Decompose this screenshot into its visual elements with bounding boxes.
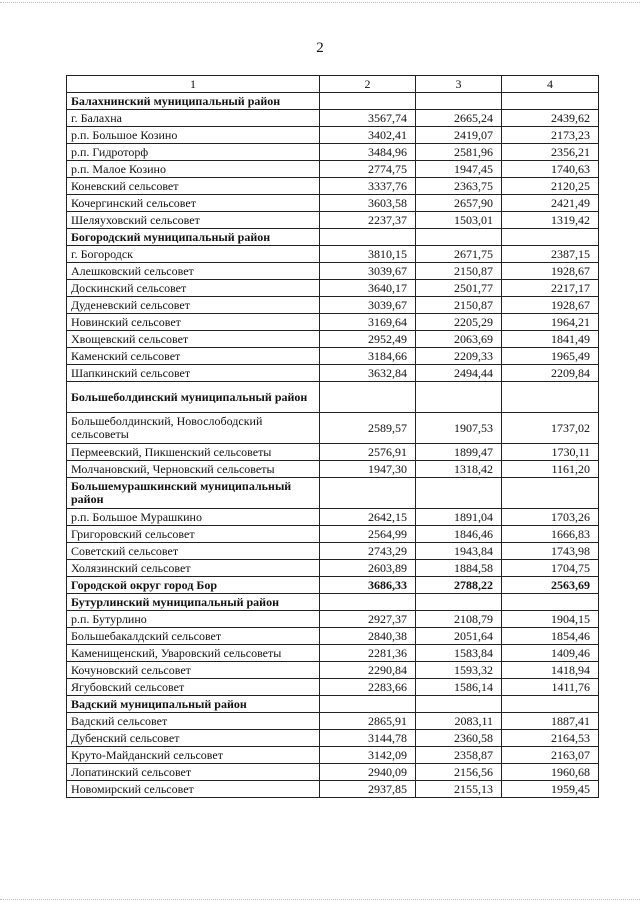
row-value-col3: 2360,58	[416, 730, 502, 747]
row-name: Пермеевский, Пикшенский сельсоветы	[67, 444, 320, 461]
row-name: Шеляуховский сельсовет	[67, 212, 320, 229]
row-name: Кочергинский сельсовет	[67, 195, 320, 212]
table-row	[67, 526, 599, 543]
row-value-col3: 2581,96	[416, 144, 502, 161]
row-name: Большеболдинский, Новослободский сельсоветы	[67, 413, 320, 444]
row-value-col4	[502, 93, 599, 110]
row-value-col3: 2665,24	[416, 110, 502, 127]
row-value-col4: 1161,20	[502, 461, 599, 478]
row-value-col3	[416, 696, 502, 713]
row-value-col2: 3337,76	[320, 178, 416, 195]
row-name: Новинский сельсовет	[67, 314, 320, 331]
row-value-col3: 2671,75	[416, 246, 502, 263]
row-value-col4	[502, 696, 599, 713]
row-value-col3: 1583,84	[416, 645, 502, 662]
row-value-col3: 2788,22	[416, 577, 502, 594]
table-row	[67, 747, 599, 764]
row-value-col2	[320, 696, 416, 713]
row-value-col4: 1737,02	[502, 413, 599, 444]
table-group-row	[67, 594, 599, 611]
row-value-col4: 2356,21	[502, 144, 599, 161]
table-row	[67, 461, 599, 478]
row-value-col2: 3567,74	[320, 110, 416, 127]
row-value-col2: 2281,36	[320, 645, 416, 662]
table-row	[67, 645, 599, 662]
row-name: р.п. Большое Козино	[67, 127, 320, 144]
row-value-col3: 2363,75	[416, 178, 502, 195]
row-value-col2: 2940,09	[320, 764, 416, 781]
row-value-col4: 1666,83	[502, 526, 599, 543]
row-value-col2: 3144,78	[320, 730, 416, 747]
row-name: р.п. Малое Козино	[67, 161, 320, 178]
row-value-col2: 3039,67	[320, 297, 416, 314]
table-group-row	[67, 382, 599, 413]
row-name: Лопатинский сельсовет	[67, 764, 320, 781]
row-value-col3: 1907,53	[416, 413, 502, 444]
row-value-col3: 1846,46	[416, 526, 502, 543]
row-value-col3: 2150,87	[416, 263, 502, 280]
table-row	[67, 365, 599, 382]
row-name: Доскинский сельсовет	[67, 280, 320, 297]
table-row	[67, 713, 599, 730]
row-value-col3	[416, 229, 502, 246]
row-name: Вадский сельсовет	[67, 713, 320, 730]
row-value-col2	[320, 382, 416, 413]
table-group-row	[67, 93, 599, 110]
row-name: Хвощевский сельсовет	[67, 331, 320, 348]
column-header-4: 4	[502, 76, 599, 93]
row-value-col3: 2358,87	[416, 747, 502, 764]
row-value-col4: 2163,07	[502, 747, 599, 764]
row-value-col4: 1887,41	[502, 713, 599, 730]
page-number: 2	[316, 40, 324, 56]
row-value-col3: 1891,04	[416, 509, 502, 526]
table-group-row	[67, 577, 599, 594]
row-value-col3: 2205,29	[416, 314, 502, 331]
table-body	[67, 93, 599, 798]
row-value-col2: 3484,96	[320, 144, 416, 161]
table-row	[67, 263, 599, 280]
row-value-col2	[320, 478, 416, 509]
column-header-1: 1	[67, 76, 320, 93]
row-name: Григоровский сельсовет	[67, 526, 320, 543]
row-value-col2: 3632,84	[320, 365, 416, 382]
table-row	[67, 178, 599, 195]
row-value-col2: 2952,49	[320, 331, 416, 348]
row-value-col3: 2209,33	[416, 348, 502, 365]
table-row	[67, 679, 599, 696]
row-name: Большемурашкинский муниципальный район	[67, 478, 320, 509]
table-group-row	[67, 478, 599, 509]
row-value-col2: 3142,09	[320, 747, 416, 764]
row-value-col4: 1740,63	[502, 161, 599, 178]
row-value-col4: 1959,45	[502, 781, 599, 798]
row-value-col3: 2419,07	[416, 127, 502, 144]
row-value-col3	[416, 478, 502, 509]
row-value-col3: 2051,64	[416, 628, 502, 645]
row-value-col3: 2156,56	[416, 764, 502, 781]
row-value-col4: 1703,26	[502, 509, 599, 526]
row-value-col3: 2150,87	[416, 297, 502, 314]
row-value-col4	[502, 478, 599, 509]
row-value-col4: 1960,68	[502, 764, 599, 781]
row-name: г. Богородск	[67, 246, 320, 263]
table-row	[67, 509, 599, 526]
row-value-col4: 2173,23	[502, 127, 599, 144]
row-name: р.п. Большое Мурашкино	[67, 509, 320, 526]
table-row	[67, 348, 599, 365]
row-value-col2: 2865,91	[320, 713, 416, 730]
row-value-col2: 2774,75	[320, 161, 416, 178]
table-row	[67, 628, 599, 645]
table-row	[67, 331, 599, 348]
column-header-3: 3	[416, 76, 502, 93]
row-value-col2: 2937,85	[320, 781, 416, 798]
row-name: Кочуновский сельсовет	[67, 662, 320, 679]
table-row	[67, 127, 599, 144]
row-value-col2: 3184,66	[320, 348, 416, 365]
table-row	[67, 297, 599, 314]
row-value-col3: 2063,69	[416, 331, 502, 348]
row-value-col3: 2501,77	[416, 280, 502, 297]
row-name: Круто-Майданский сельсовет	[67, 747, 320, 764]
row-value-col2: 2603,89	[320, 560, 416, 577]
row-value-col2: 2237,37	[320, 212, 416, 229]
row-name: Молчановский, Черновский сельсоветы	[67, 461, 320, 478]
table-row	[67, 110, 599, 127]
table-row	[67, 161, 599, 178]
row-value-col4: 1704,75	[502, 560, 599, 577]
row-value-col3: 1899,47	[416, 444, 502, 461]
row-value-col4: 1841,49	[502, 331, 599, 348]
row-name: г. Балахна	[67, 110, 320, 127]
table-row	[67, 781, 599, 798]
row-value-col3: 1947,45	[416, 161, 502, 178]
table-row	[67, 195, 599, 212]
table-row	[67, 764, 599, 781]
row-value-col4: 1411,76	[502, 679, 599, 696]
row-value-col3: 2155,13	[416, 781, 502, 798]
row-value-col2: 3640,17	[320, 280, 416, 297]
row-value-col4: 2563,69	[502, 577, 599, 594]
scan-edge-top	[0, 2, 640, 4]
table-row	[67, 611, 599, 628]
row-name: Каменищенский, Уваровский сельсоветы	[67, 645, 320, 662]
row-value-col4: 1965,49	[502, 348, 599, 365]
table-row	[67, 730, 599, 747]
row-name: Шапкинский сельсовет	[67, 365, 320, 382]
row-value-col2: 3603,58	[320, 195, 416, 212]
row-value-col2	[320, 594, 416, 611]
row-value-col4: 1964,21	[502, 314, 599, 331]
row-name: Большеболдинский муниципальный район	[67, 382, 320, 413]
row-value-col3: 2494,44	[416, 365, 502, 382]
row-name: Ягубовский сельсовет	[67, 679, 320, 696]
row-value-col2: 3169,64	[320, 314, 416, 331]
row-value-col4: 1319,42	[502, 212, 599, 229]
row-value-col4: 1854,46	[502, 628, 599, 645]
row-value-col2: 2589,57	[320, 413, 416, 444]
table-row	[67, 144, 599, 161]
row-value-col3	[416, 382, 502, 413]
table-row	[67, 280, 599, 297]
row-value-col4	[502, 594, 599, 611]
row-name: р.п. Гидроторф	[67, 144, 320, 161]
row-name: Богородский муниципальный район	[67, 229, 320, 246]
row-value-col4	[502, 229, 599, 246]
row-value-col2: 3810,15	[320, 246, 416, 263]
row-name: Советский сельсовет	[67, 543, 320, 560]
table-row	[67, 413, 599, 444]
table-row	[67, 444, 599, 461]
row-value-col2	[320, 229, 416, 246]
row-value-col2: 2743,29	[320, 543, 416, 560]
row-value-col2: 2290,84	[320, 662, 416, 679]
row-value-col4: 1928,67	[502, 297, 599, 314]
row-value-col4: 1730,11	[502, 444, 599, 461]
row-value-col4: 1904,15	[502, 611, 599, 628]
row-value-col3: 1503,01	[416, 212, 502, 229]
row-value-col4: 1928,67	[502, 263, 599, 280]
row-value-col2: 2576,91	[320, 444, 416, 461]
table-header-row	[67, 76, 599, 93]
table-group-row	[67, 696, 599, 713]
row-value-col2	[320, 93, 416, 110]
row-value-col4: 1409,46	[502, 645, 599, 662]
table-group-row	[67, 229, 599, 246]
row-value-col4: 2439,62	[502, 110, 599, 127]
tariff-table	[66, 75, 599, 798]
table-row	[67, 662, 599, 679]
table-row	[67, 246, 599, 263]
row-value-col2: 2283,66	[320, 679, 416, 696]
row-value-col4: 1418,94	[502, 662, 599, 679]
row-name: Каменский сельсовет	[67, 348, 320, 365]
row-name: Дуденевский сельсовет	[67, 297, 320, 314]
row-value-col2: 1947,30	[320, 461, 416, 478]
row-name: Вадский муниципальный район	[67, 696, 320, 713]
row-value-col2: 3402,41	[320, 127, 416, 144]
table-row	[67, 314, 599, 331]
row-name: Городской округ город Бор	[67, 577, 320, 594]
row-value-col4: 2209,84	[502, 365, 599, 382]
row-name: Бутурлинский муниципальный район	[67, 594, 320, 611]
row-value-col3	[416, 594, 502, 611]
table-row	[67, 543, 599, 560]
table-row	[67, 212, 599, 229]
row-value-col4: 2120,25	[502, 178, 599, 195]
row-value-col3: 1884,58	[416, 560, 502, 577]
row-value-col4: 2164,53	[502, 730, 599, 747]
row-value-col2: 3039,67	[320, 263, 416, 280]
row-value-col3: 2083,11	[416, 713, 502, 730]
row-value-col2: 2927,37	[320, 611, 416, 628]
row-value-col2: 2840,38	[320, 628, 416, 645]
row-name: Холязинский сельсовет	[67, 560, 320, 577]
table-row	[67, 560, 599, 577]
row-value-col2: 2642,15	[320, 509, 416, 526]
row-value-col3: 1593,32	[416, 662, 502, 679]
row-name: Алешковский сельсовет	[67, 263, 320, 280]
row-value-col3: 1586,14	[416, 679, 502, 696]
row-name: Дубенский сельсовет	[67, 730, 320, 747]
row-value-col2: 2564,99	[320, 526, 416, 543]
row-value-col3: 1318,42	[416, 461, 502, 478]
row-value-col4: 1743,98	[502, 543, 599, 560]
row-value-col4: 2421,49	[502, 195, 599, 212]
row-name: Коневский сельсовет	[67, 178, 320, 195]
row-value-col4: 2387,15	[502, 246, 599, 263]
row-value-col3: 2657,90	[416, 195, 502, 212]
row-name: Большебакалдский сельсовет	[67, 628, 320, 645]
row-value-col3: 1943,84	[416, 543, 502, 560]
row-value-col3: 2108,79	[416, 611, 502, 628]
row-value-col3	[416, 93, 502, 110]
row-name: Новомирский сельсовет	[67, 781, 320, 798]
column-header-2: 2	[320, 76, 416, 93]
row-name: Балахнинский муниципальный район	[67, 93, 320, 110]
row-value-col4	[502, 382, 599, 413]
row-name: р.п. Бутурлино	[67, 611, 320, 628]
row-value-col2: 3686,33	[320, 577, 416, 594]
scan-edge-bottom	[0, 899, 640, 901]
row-value-col4: 2217,17	[502, 280, 599, 297]
